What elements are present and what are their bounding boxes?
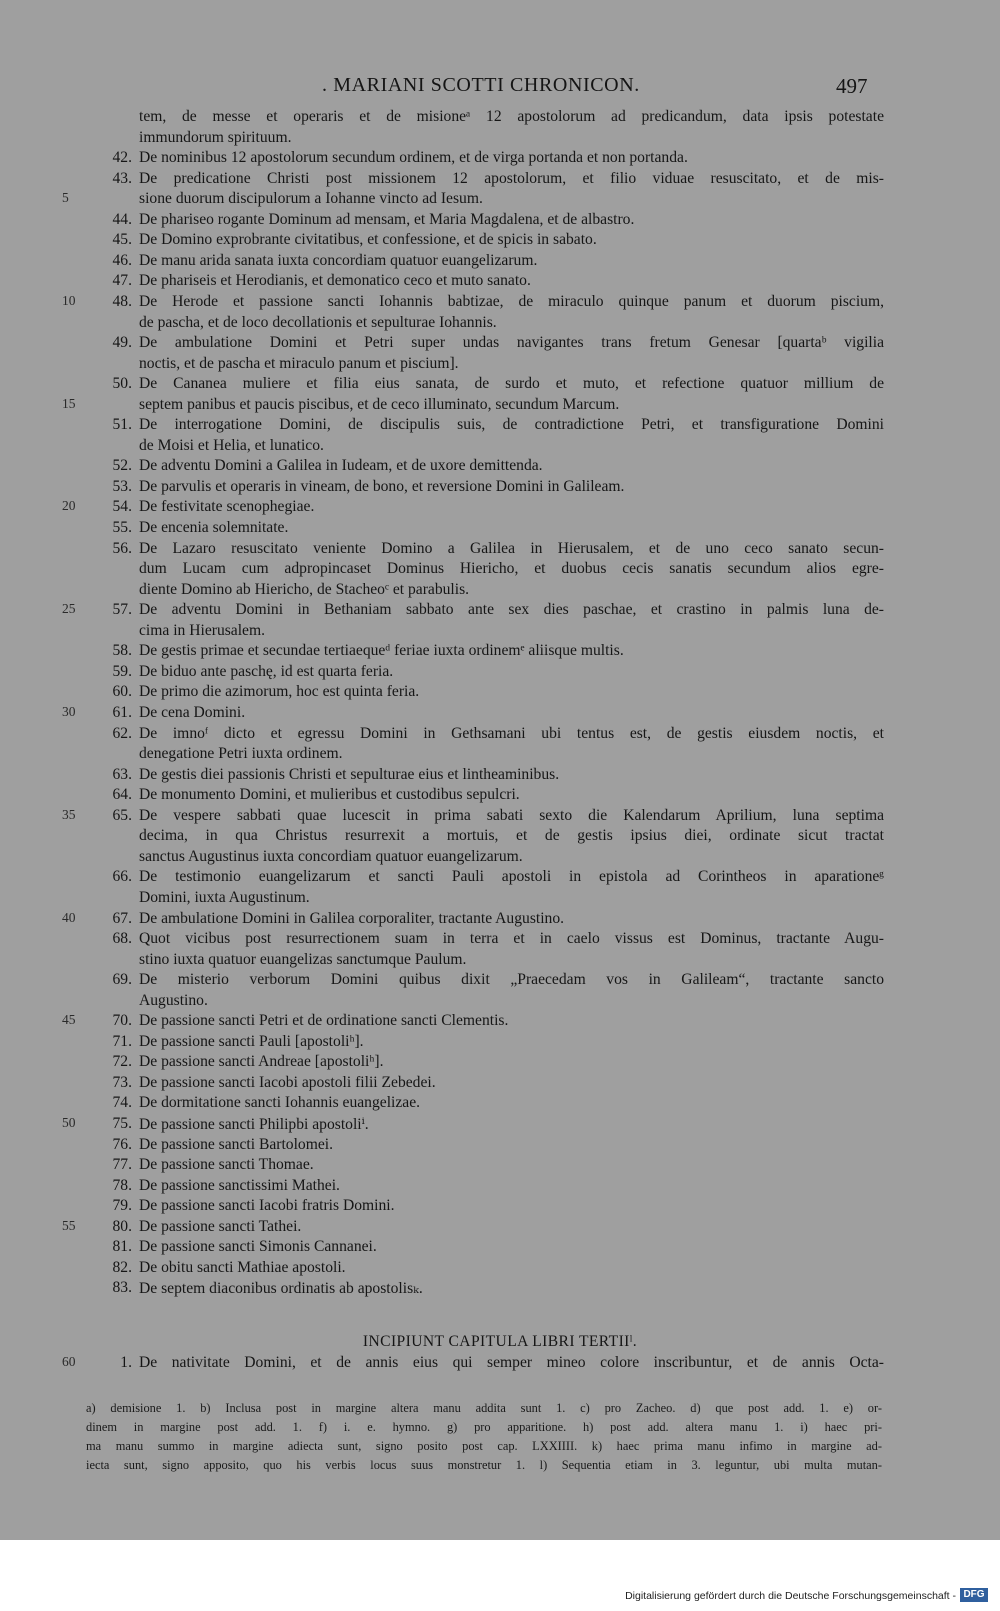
chapter-text: cima in Hierusalem. (139, 621, 266, 639)
chapter-number: 67. (112, 909, 132, 927)
chapter-line (0, 231, 1000, 252)
chapter-text: De monumento Domini, et mulieribus et custodibus sepulcri. (139, 786, 520, 804)
chapter-number: 80. (112, 1217, 132, 1235)
margin-line-number: 45 (62, 1012, 76, 1028)
chapter-line (0, 1156, 1000, 1177)
section-heading: INCIPIUNT CAPITULA LIBRI TERTIIˡ. (362, 1333, 638, 1350)
chapter-number: 56. (112, 539, 132, 557)
chapter-text: immundorum spirituum. (139, 128, 292, 146)
chapter-line (0, 1136, 1000, 1157)
chapter-text: De parvulis et operaris in vineam, de bono, et reversione Domini in Galileam. (139, 477, 625, 495)
page-number: 497 (836, 74, 868, 98)
chapter-line (0, 910, 1000, 931)
chapter-line (0, 951, 1000, 972)
chapter-text: denegatione Petri iuxta ordinem. (139, 745, 343, 763)
chapter-text: De Cananea muliere et filia eius sanata, de surdo et muto, et refectione quatuor millium de (139, 375, 884, 393)
chapter-number: 60. (112, 683, 132, 701)
chapter-text: De passione sancti Andreae [apostoliʰ]. (139, 1053, 384, 1071)
chapter-text: De passione sancti Pauli [apostoliʰ]. (139, 1032, 364, 1050)
chapter-number: 71. (112, 1032, 132, 1050)
footnote-line: ma manu summo in margine adiecta sunt, signo posito post cap. LXXIIII. k) haec prima manu infimo in margine ad- (86, 1439, 882, 1453)
chapter-text: De encenia solemnitate. (139, 519, 289, 536)
chapter-number: 53. (112, 477, 132, 495)
chapter-number: 47. (112, 272, 132, 290)
margin-line-number: 50 (62, 1115, 76, 1130)
chapter-line (0, 540, 1000, 561)
chapter-text: De vespere sabbati quae lucescit in prima sabati sexto die Kalendarum Aprilium, luna septima (139, 806, 884, 824)
chapter-text: De Lazaro resuscitato veniente Domino a Galilea in Hierusalem, et de uno ceco sanato secun- (139, 539, 884, 557)
chapter-text: Augustino. (139, 991, 208, 1009)
chapter-line (0, 786, 1000, 807)
chapter-text: De passione sanctissimi Mathei. (139, 1176, 340, 1194)
chapter-text: De testimonio euangelizarum et sancti Pauli apostoli in epistola ad Corintheos in aparationeᵍ (139, 868, 884, 886)
chapter-text: De gestis diei passionis Christi et sepulturae eius et lintheaminibus. (139, 765, 560, 783)
chapter-text: Quot vicibus post resurrectionem suam in terra et in caelo vissus est Dominus, tractante Augu- (139, 930, 884, 947)
chapter-text: De phariseo rogante Dominum ad mensam, et Maria Magdalena, et de albastro. (139, 210, 635, 228)
chapter-number: 62. (112, 724, 132, 742)
chapter-line (0, 129, 1000, 150)
margin-line-number: 30 (62, 704, 76, 719)
chapter-text: De dormitatione sancti Iohannis euangelizae. (139, 1094, 421, 1112)
chapter-text: De nativitate Domini, et de annis eius qui semper mineo colore inscribuntur, et de annis Octa- (139, 1354, 884, 1371)
chapter-text: De passione sancti Thomae. (139, 1156, 314, 1173)
dfg-logo: DFG (960, 1588, 988, 1602)
chapter-number: 54. (112, 498, 132, 516)
chapter-text: tem, de messe et operaris et de misioneᵃ 12 apostolorum ad predicandum, data ipsis potestate (139, 108, 884, 125)
chapter-number: 73. (112, 1073, 132, 1091)
chapter-text: De passione sancti Petri et de ordinatione sancti Clementis. (139, 1012, 509, 1030)
chapter-text: decima, in qua Christus resurrexit a mortuis, et de gestis ipsius diei, ordinate sicut tractat (139, 827, 884, 845)
chapter-text: De phariseis et Herodianis, et demonatico ceco et muto sanato. (139, 272, 531, 290)
chapter-line (0, 1074, 1000, 1095)
chapter-text: septem panibus et paucis piscibus, et de ceco illuminato, secundum Marcum. (139, 395, 620, 413)
chapter-number: 76. (112, 1135, 132, 1153)
chapter-line (0, 170, 1000, 191)
chapter-number: 48. (112, 293, 132, 310)
chapter-text: De festivitate scenophegiae. (139, 498, 315, 516)
chapter-line (0, 683, 1000, 704)
chapter-text: De passione sancti Philipbi apostoliⁱ. (139, 1116, 369, 1133)
chapter-line (0, 211, 1000, 232)
digitization-credit: Digitalisierung gefördert durch die Deutsche Forschungsgemeinschaft - (625, 1590, 956, 1602)
chapter-text: De predicatione Christi post missionem 12 apostolorum, et filio viduae resuscitato, et de mis- (139, 169, 884, 187)
chapter-text: Domini, iuxta Augustinum. (139, 888, 310, 906)
running-header (0, 74, 1000, 98)
chapter-text: de pascha, et de loco decollationis et sepulturae Iohannis. (139, 313, 497, 331)
chapter-line (0, 848, 1000, 869)
margin-line-number: 10 (62, 293, 76, 308)
chapter-text: De passione sancti Simonis Cannanei. (139, 1238, 377, 1256)
chapter-line (0, 1177, 1000, 1198)
chapter-line (0, 334, 1000, 355)
chapter-text: sione duorum discipulorum a Iohanne vincto ad Iesum. (139, 190, 483, 208)
chapter-text: De ambulatione Domini et Petri super undas navigantes trans fretum Genesar [quartaᵇ vigilia (139, 334, 884, 352)
chapter-line (0, 766, 1000, 787)
chapter-line (0, 1218, 1000, 1239)
chapter-number: 64. (112, 786, 132, 804)
chapter-number: 50. (112, 375, 132, 393)
chapter-number: 1. (120, 1354, 132, 1371)
chapter-line (0, 889, 1000, 910)
chapter-line (0, 375, 1000, 396)
margin-line-number: 55 (62, 1217, 76, 1233)
chapter-number: 82. (112, 1258, 132, 1276)
chapter-text: De septem diaconibus ordinatis ab apostolisₖ. (139, 1280, 423, 1298)
chapter-line (0, 437, 1000, 458)
chapter-line (0, 293, 1000, 314)
margin-line-number: 20 (62, 498, 76, 514)
chapter-line (0, 1238, 1000, 1259)
chapter-number: 58. (112, 642, 132, 660)
chapter-text: De adventu Domini in Bethaniam sabbato ante sex dies paschae, et crastino in palmis luna de- (139, 601, 884, 619)
chapter-line (0, 190, 1000, 211)
chapter-number: 52. (112, 457, 132, 475)
chapter-number: 77. (112, 1156, 132, 1173)
margin-line-number: 40 (62, 909, 76, 925)
chapter-number: 75. (112, 1115, 132, 1132)
chapter-line (0, 827, 1000, 848)
chapter-line (0, 314, 1000, 335)
chapter-number: 55. (112, 519, 132, 536)
chapter-text: De Herode et passione sancti Iohannis babtizae, de miraculo quinque panum et duorum piscium, (139, 293, 884, 310)
chapter-line (0, 560, 1000, 581)
chapter-text: De imnoᶠ dicto et egressu Domini in Gethsamani ubi tentus est, de gestis eiusdem noctis, et (139, 724, 884, 742)
chapter-line (0, 498, 1000, 519)
chapter-text: De passione sancti Bartolomei. (139, 1135, 334, 1153)
margin-line-number: 60 (62, 1354, 76, 1369)
chapter-text: De manu arida sanata iuxta concordiam quatuor euangelizarum. (139, 251, 538, 269)
chapter-text: De interrogatione Domini, de discipulis suis, de contradictione Petri, et transfiguratione Domini (139, 416, 884, 434)
chapter-line (0, 149, 1000, 170)
chapter-text: De Domino exprobrante civitatibus, et confessione, et de spicis in sabato. (139, 231, 597, 249)
chapter-text: De nominibus 12 apostolorum secundum ordinem, et de virga portanda et non portanda. (139, 149, 688, 167)
chapter-number: 43. (112, 169, 132, 187)
margin-line-number: 35 (62, 806, 76, 822)
chapter-line (0, 1053, 1000, 1074)
margin-line-number: 5 (62, 190, 69, 206)
chapter-number: 69. (112, 971, 132, 989)
running-title: . MARIANI SCOTTI CHRONICON. (322, 74, 640, 96)
chapter-number: 44. (112, 210, 132, 228)
chapter-line (0, 355, 1000, 376)
chapter-text: de Moisi et Helia, et lunatico. (139, 436, 324, 454)
footnote-line: iecta sunt, signo apposito, quo his verbis locus suus monstretur 1. l) Sequentia etiam in 3. leguntur, ubi multa mutan- (86, 1458, 882, 1472)
chapter-line (0, 663, 1000, 684)
chapter-text: De passione sancti Iacobi apostoli filii Zebedei. (139, 1073, 436, 1091)
chapter-line (0, 642, 1000, 663)
chapter-number: 78. (112, 1176, 132, 1194)
chapter-number: 79. (112, 1197, 132, 1215)
chapter-line (0, 396, 1000, 417)
chapter-number: 45. (112, 231, 132, 249)
chapter-line (0, 868, 1000, 889)
margin-line-number: 25 (62, 601, 76, 617)
chapter-line (0, 1012, 1000, 1033)
chapter-number: 63. (112, 765, 132, 783)
chapter-number: 68. (112, 930, 132, 947)
chapter-text: De biduo ante paschę, id est quarta feria. (139, 662, 394, 680)
chapter-line (0, 1259, 1000, 1280)
chapter-line (0, 1094, 1000, 1115)
chapter-line (0, 108, 1000, 129)
chapter-number: 49. (112, 334, 132, 352)
chapter-text: noctis, et de pascha et miraculo panum et piscium]. (139, 354, 459, 372)
chapter-number: 42. (112, 149, 132, 167)
chapter-line (0, 1115, 1000, 1136)
chapter-line (0, 1033, 1000, 1054)
chapter-line (0, 519, 1000, 540)
chapter-text: De passione sancti Tathei. (139, 1217, 302, 1235)
chapter-line (0, 581, 1000, 602)
chapter-line (0, 252, 1000, 273)
chapter-line (0, 992, 1000, 1013)
chapter-line (0, 725, 1000, 746)
chapter-line (0, 478, 1000, 499)
chapter-number: 72. (112, 1053, 132, 1071)
chapter-line (0, 704, 1000, 725)
chapter-text: De gestis primae et secundae tertiaequeᵈ feriae iuxta ordinemᵉ aliisque multis. (139, 642, 624, 660)
chapter-text: sanctus Augustinus iuxta concordiam quatuor euangelizarum. (139, 847, 523, 865)
chapter-number: 59. (112, 662, 132, 680)
chapter-text: De primo die azimorum, hoc est quinta feria. (139, 683, 420, 701)
chapter-text: De adventu Domini a Galilea in Iudeam, et de uxore demittenda. (139, 457, 543, 475)
chapter-line (0, 1197, 1000, 1218)
chapter-number: 74. (112, 1094, 132, 1112)
chapter-text: diente Domino ab Hiericho, de Stacheoᶜ et parabulis. (139, 580, 470, 598)
footnote-line: dinem in margine post add. 1. f) i. e. hymno. g) pro apparitione. h) post add. altera manu 1. i) haec pri- (86, 1420, 882, 1434)
chapter-number: 46. (112, 251, 132, 269)
chapter-line (0, 457, 1000, 478)
chapter-number: 70. (112, 1012, 132, 1030)
chapter-number: 61. (112, 704, 132, 721)
footnote-line: a) demisione 1. b) Inclusa post in margine altera manu addita sunt 1. c) pro Zacheo. d) que post add. 1. e) or- (86, 1401, 882, 1415)
chapter-line (0, 1279, 1000, 1300)
chapter-line (0, 745, 1000, 766)
chapter-number: 65. (112, 806, 132, 824)
chapter-entry (0, 1354, 1000, 1375)
chapter-text: stino iuxta quatuor euangelizas sanctumque Paulum. (139, 950, 467, 968)
chapter-line (0, 272, 1000, 293)
chapter-number: 51. (112, 416, 132, 434)
chapter-line (0, 416, 1000, 437)
chapter-text: De cena Domini. (139, 704, 246, 721)
chapter-line (0, 601, 1000, 622)
chapter-text: dum Lucam cum adpropincaset Dominus Hiericho, et duobus cecis sanatis secundum alios egre- (139, 560, 884, 578)
chapter-line (0, 807, 1000, 828)
chapter-text: De ambulatione Domini in Galilea corporaliter, tractante Augustino. (139, 909, 565, 927)
chapter-text: De misterio verborum Domini quibus dixit „Praecedam vos in Galileam“, tractante sancto (139, 971, 884, 989)
margin-line-number: 15 (62, 395, 76, 411)
chapter-number: 81. (112, 1238, 132, 1256)
chapter-number: 57. (112, 601, 132, 619)
chapter-number: 66. (112, 868, 132, 886)
chapter-text: De passione sancti Iacobi fratris Domini. (139, 1197, 395, 1215)
chapter-line (0, 622, 1000, 643)
chapter-line (0, 971, 1000, 992)
chapter-number: 83. (112, 1279, 132, 1297)
chapter-text: De obitu sancti Mathiae apostoli. (139, 1258, 346, 1276)
chapter-line (0, 930, 1000, 951)
